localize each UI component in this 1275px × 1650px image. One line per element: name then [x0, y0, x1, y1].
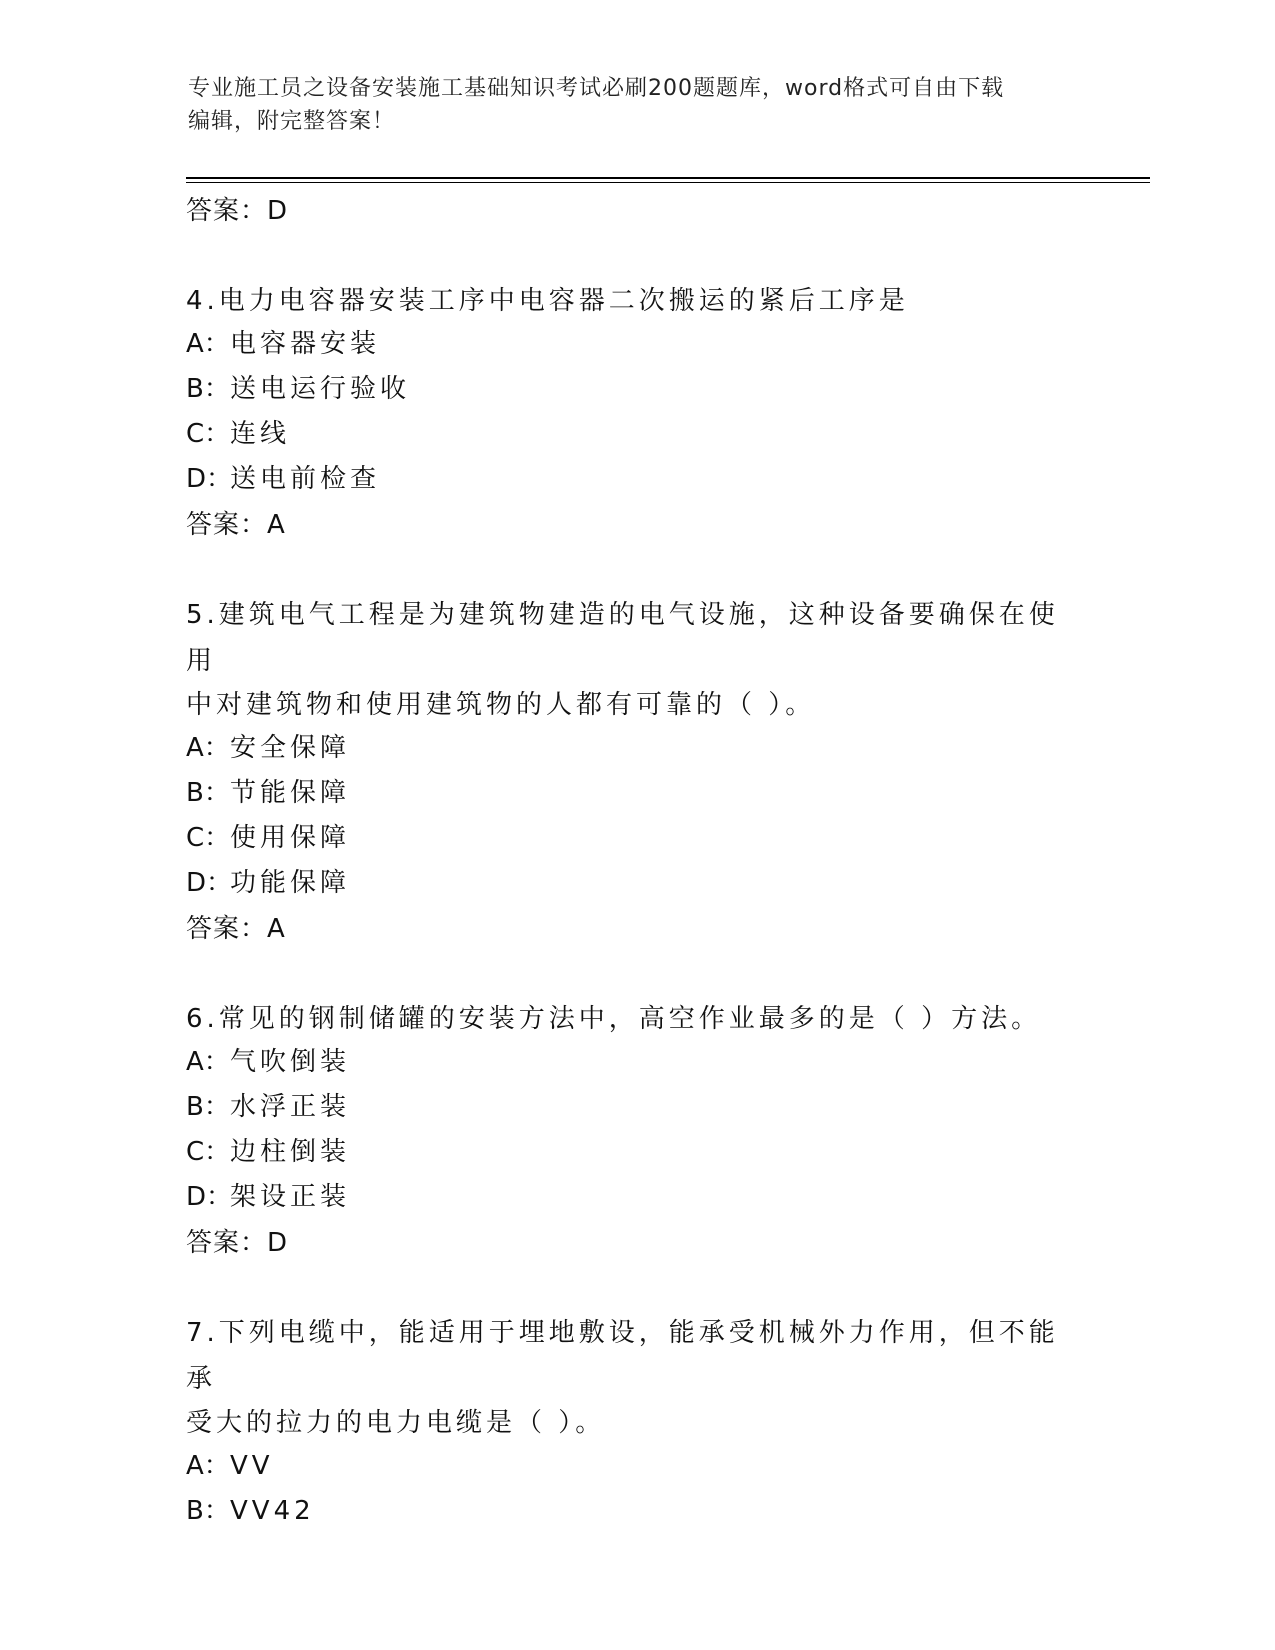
option-text: 送电前检查	[230, 464, 381, 494]
header-rule-thick	[186, 177, 1150, 179]
answer-label: 答案：	[186, 1228, 268, 1258]
option-letter: B：	[186, 374, 230, 404]
question-text: 6.常见的钢制储罐的安装方法中，高空作业最多的是（ ）方法。	[186, 1004, 1042, 1034]
option-c	[186, 1130, 1086, 1175]
option-text: 使用保障	[230, 823, 351, 853]
option-d	[186, 861, 1086, 906]
header-line-2: 编辑，附完整答案！	[188, 109, 396, 134]
answer-value: A	[267, 914, 286, 944]
option-c	[186, 412, 1086, 457]
question-text: 4.电力电容器安装工序中电容器二次搬运的紧后工序是	[186, 286, 909, 316]
question-block	[186, 1310, 1086, 1534]
question-text-continued: 中对建筑物和使用建筑物的人都有可靠的（ ）。	[186, 690, 816, 720]
option-text: 安全保障	[230, 733, 351, 763]
option-a	[186, 322, 1086, 367]
answer-line	[186, 1220, 1086, 1266]
option-c	[186, 816, 1086, 861]
header-rule-thin	[186, 182, 1150, 183]
option-text: VV42	[230, 1496, 315, 1526]
option-d	[186, 1175, 1086, 1220]
option-b	[186, 367, 1086, 412]
option-letter: D：	[186, 464, 233, 494]
answer-label: 答案：	[186, 914, 268, 944]
answer-line	[186, 906, 1086, 952]
answer-line	[186, 502, 1086, 548]
option-text: 连线	[230, 419, 291, 449]
option-letter: A：	[186, 1047, 230, 1077]
option-a	[186, 1040, 1086, 1085]
question-text-continued: 受大的拉力的电力电缆是（ ）。	[186, 1408, 606, 1438]
answer-value: D	[267, 196, 289, 226]
answer-value: D	[267, 1228, 289, 1258]
option-letter: D：	[186, 1182, 233, 1212]
question-block	[186, 592, 1086, 952]
option-text: 水浮正装	[230, 1092, 351, 1122]
option-letter: A：	[186, 733, 230, 763]
question-list	[186, 188, 1086, 1534]
question-text: 5.建筑电气工程是为建筑物建造的电气设施，这种设备要确保在使用	[186, 600, 1059, 676]
option-text: 电容器安装	[230, 329, 381, 359]
question-block	[186, 278, 1086, 548]
answer-label: 答案：	[186, 196, 268, 226]
option-a	[186, 1444, 1086, 1489]
option-text: 功能保障	[230, 868, 351, 898]
option-letter: D：	[186, 868, 233, 898]
header-line-1: 专业施工员之设备安装施工基础知识考试必刷200题题库，word格式可自由下载	[188, 76, 1005, 101]
option-letter: C：	[186, 1137, 231, 1167]
answer-line	[186, 188, 1086, 234]
option-letter: B：	[186, 1496, 230, 1526]
option-text: 架设正装	[230, 1182, 351, 1212]
spacer	[186, 234, 1086, 278]
document-header	[188, 72, 1088, 138]
option-text: 边柱倒装	[230, 1137, 351, 1167]
option-letter: C：	[186, 823, 231, 853]
option-d	[186, 457, 1086, 502]
option-letter: A：	[186, 1451, 230, 1481]
option-text: VV	[230, 1451, 274, 1481]
option-text: 气吹倒装	[230, 1047, 351, 1077]
option-a	[186, 726, 1086, 771]
option-letter: C：	[186, 419, 231, 449]
option-b	[186, 1085, 1086, 1130]
spacer	[186, 548, 1086, 592]
option-text: 送电运行验收	[230, 374, 411, 404]
question-block	[186, 996, 1086, 1266]
option-b	[186, 1489, 1086, 1534]
option-text: 节能保障	[230, 778, 351, 808]
option-letter: A：	[186, 329, 230, 359]
option-letter: B：	[186, 778, 230, 808]
option-letter: B：	[186, 1092, 230, 1122]
question-text: 7.下列电缆中，能适用于埋地敷设，能承受机械外力作用，但不能承	[186, 1318, 1059, 1394]
answer-value: A	[267, 510, 286, 540]
spacer	[186, 1266, 1086, 1310]
option-b	[186, 771, 1086, 816]
spacer	[186, 952, 1086, 996]
answer-label: 答案：	[186, 510, 268, 540]
